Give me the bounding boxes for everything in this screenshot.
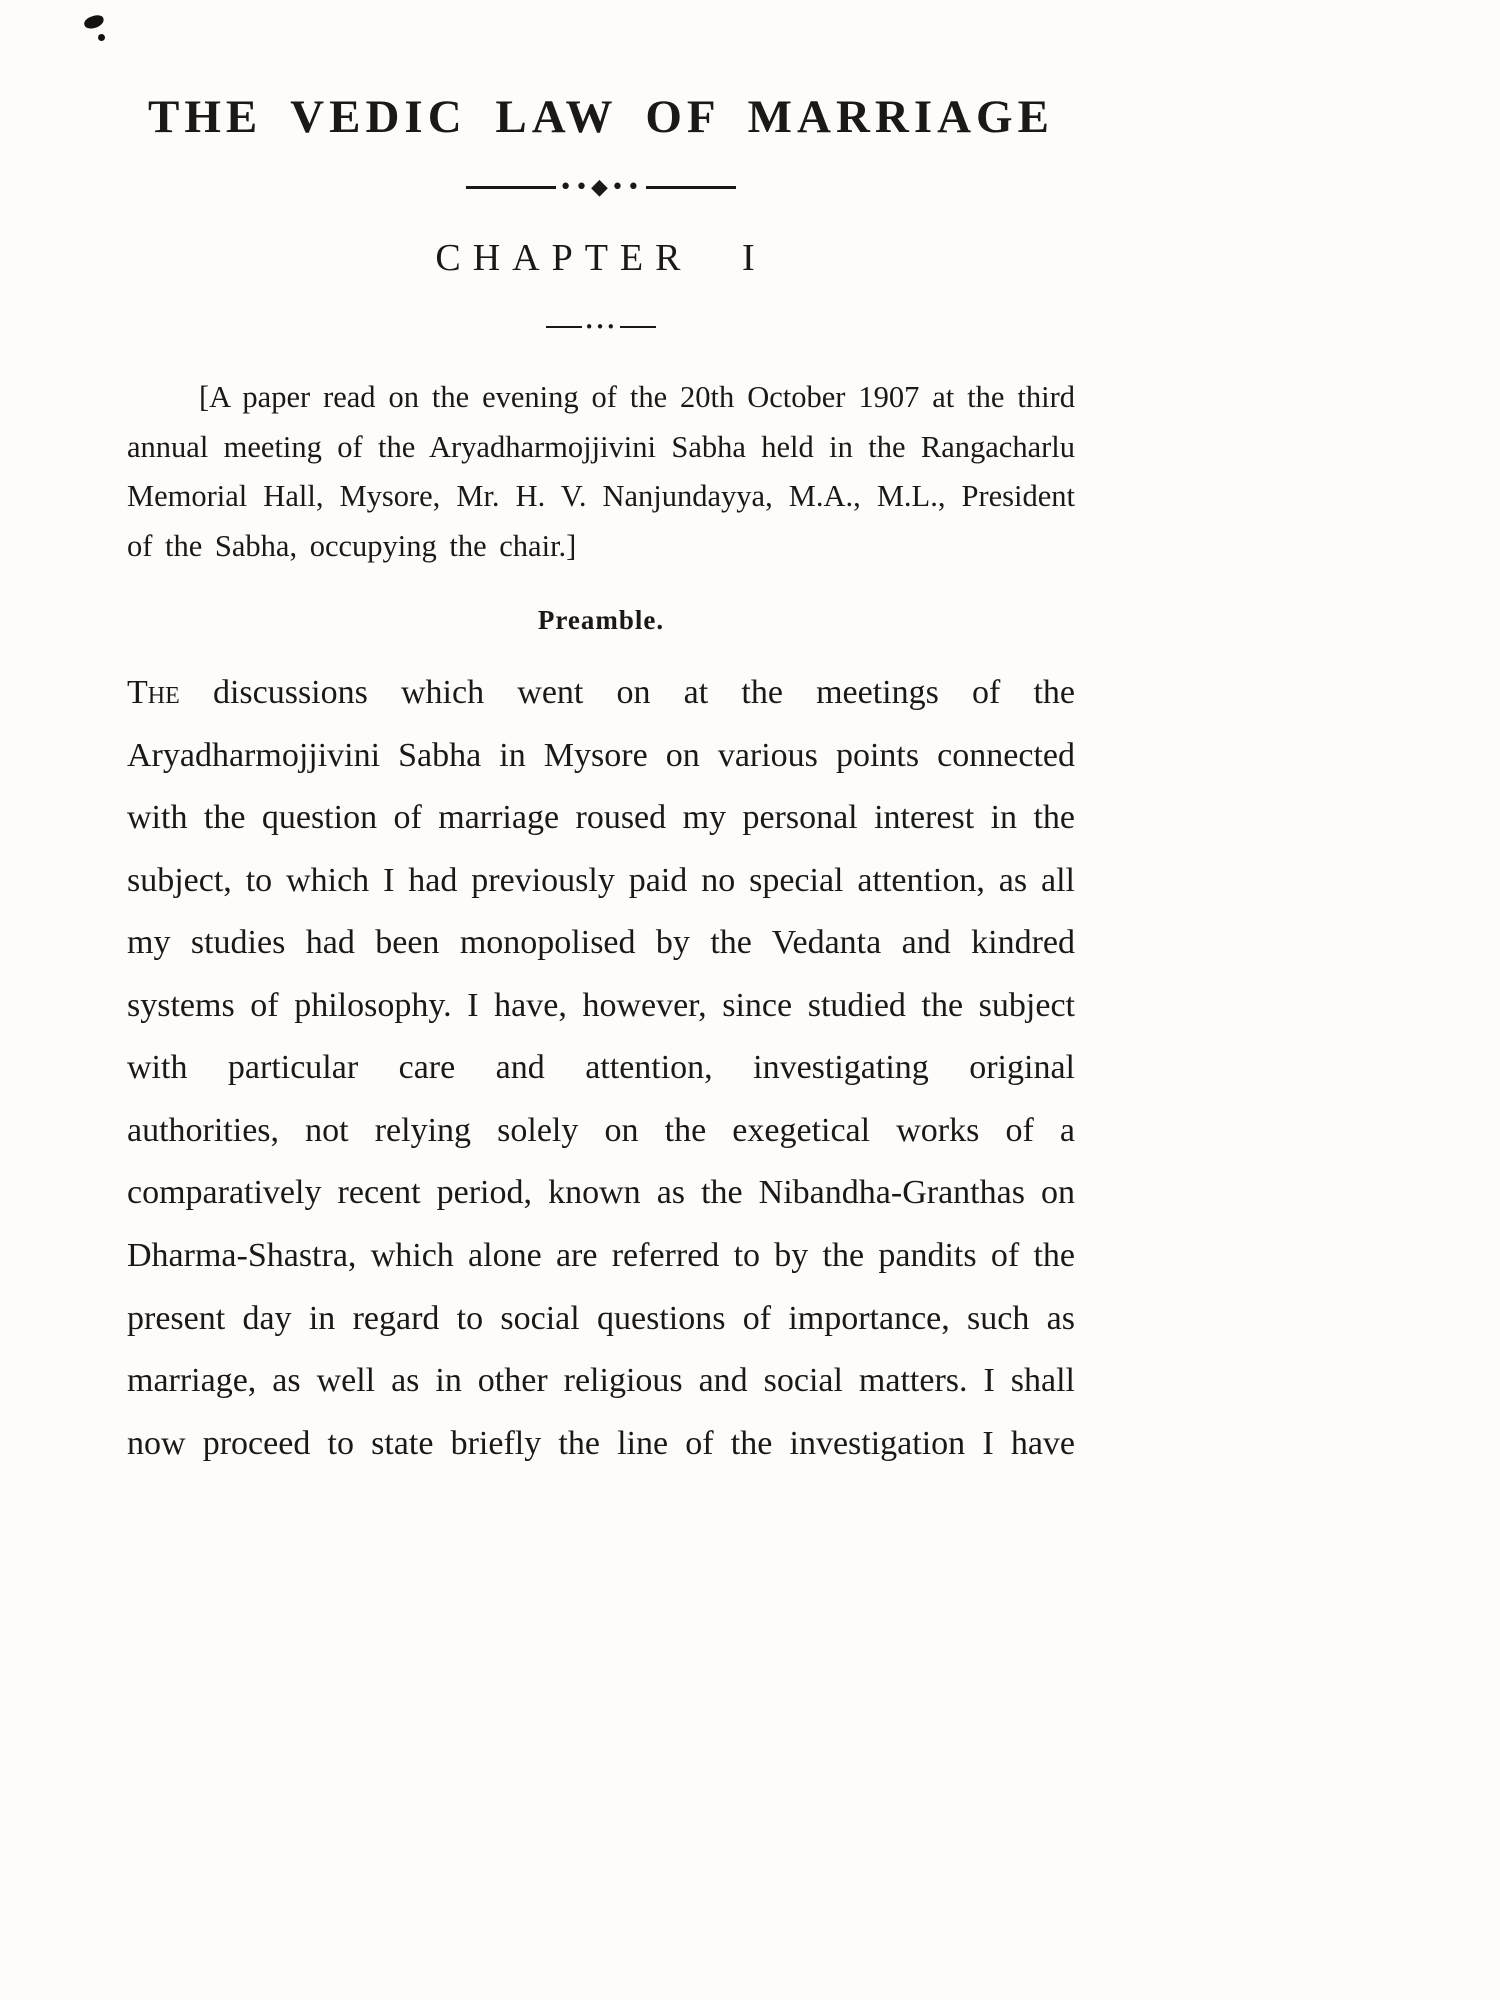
- divider-rule-left: [546, 326, 582, 328]
- ornament-divider-large: [127, 174, 1075, 200]
- lead-word: The: [127, 674, 180, 712]
- section-heading-preamble: Preamble.: [537, 605, 665, 636]
- divider-rule-right: [646, 186, 736, 189]
- body-paragraph: [127, 662, 1075, 1475]
- ornament-divider-small: [127, 318, 1075, 337]
- ornament-glyphs-large: ••◆••: [559, 174, 643, 200]
- page-content: [127, 78, 1075, 1475]
- ink-speck: [83, 14, 105, 31]
- divider-rule-left: [466, 186, 556, 189]
- book-title: THE VEDIC LAW OF MARRIAGE: [148, 91, 1054, 143]
- chapter-heading: CHAPTER I: [435, 236, 767, 279]
- divider-rule-right: [620, 326, 656, 328]
- ornament-glyphs-small: •••: [584, 318, 618, 337]
- ink-speck-small: [98, 34, 105, 41]
- paper-presentation-note: [A paper read on the evening of the 20th October 1907 at the third annual meeting of the Aryadharmojjivini Sabha held in the Rangacharlu Memorial Hall, Mysore, Mr. H. V. Nanjundayya, M.A., M.L., President of the Sabha, occupying the chair.]: [127, 380, 1075, 563]
- body-text: discussions which went on at the meetings of the Aryadharmojjivini Sabha in Mysore on various points connected with the question of marriage roused my personal interest in the subject, to which I had previously paid no special attention, as all my studies had been monopolised by the Vedanta and kindred systems of philosophy. I have, however, since studied the subject with particular care and attention, investigating original authorities, not relying solely on the exegetical works of a comparatively recent period, known as the Nibandha-Granthas on Dharma-Shastra, which alone are referred to by the pandits of the present day in regard to social questions of importance, such as marriage, as well as in other religious and social matters. I shall now proceed to state briefly the line of the investigation I have: [127, 674, 1076, 1462]
